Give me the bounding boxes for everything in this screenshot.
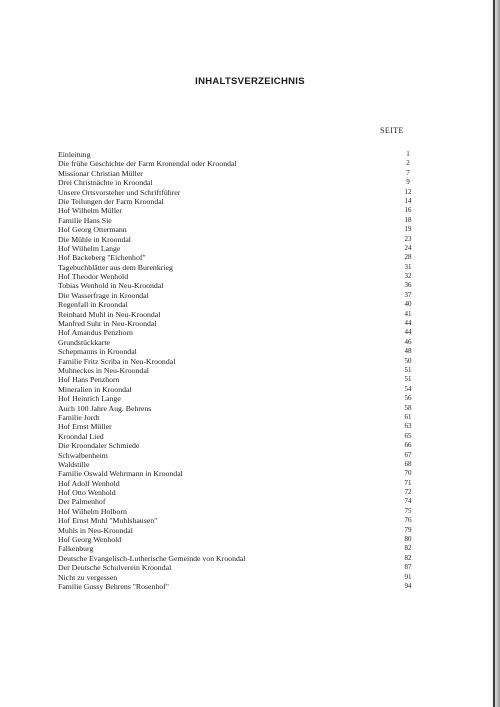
toc-entry-page: 51: [404, 375, 412, 384]
toc-entry-title: Hof Georg Wenhold: [58, 535, 122, 545]
page-edge-shadow: [490, 0, 500, 707]
toc-entry-page: 48: [404, 347, 412, 356]
toc-entry: [58, 526, 418, 535]
toc-entry: [58, 544, 418, 553]
toc-entry-title: Hof Georg Ottermann: [58, 225, 127, 235]
toc-entry-page: 28: [404, 253, 412, 262]
toc-entry-page: 67: [404, 450, 412, 459]
toc-entry-title: Unsere Ortsvorsteher und Schriftführer: [58, 187, 181, 197]
toc-entry: [58, 159, 418, 168]
toc-entry-title: Familie Jordt: [58, 412, 100, 422]
toc-entry-page: 19: [404, 225, 412, 234]
page-title: INHALTSVERZEICHNIS: [195, 76, 305, 87]
toc-entry-title: Auch 100 Jahre Aug. Behrens: [58, 403, 152, 413]
toc-entry-title: Der Deutsche Schulverein Kroondal: [58, 563, 172, 573]
toc-entry-page: 51: [404, 365, 412, 374]
page-column-header: SEITE: [380, 126, 404, 135]
toc-entry-page: 7: [406, 168, 410, 177]
toc-entry: [58, 563, 418, 572]
toc-entry: [58, 347, 418, 356]
toc-entry-title: Hof Amandus Penzhorn: [58, 328, 133, 338]
toc-entry-page: 23: [404, 234, 412, 243]
toc-entry-page: 94: [404, 581, 412, 590]
toc-entry: [58, 366, 418, 375]
toc-entry: [58, 460, 418, 469]
toc-entry: [58, 441, 418, 450]
toc-entry: [58, 573, 418, 582]
toc-entry-page: 87: [404, 563, 412, 572]
toc-entry: [58, 432, 418, 441]
toc-entry-page: 54: [404, 384, 412, 393]
toc-entry-title: Hof Otto Wenhold: [58, 488, 116, 498]
toc-entry-page: 72: [404, 488, 412, 497]
toc-entry-page: 37: [404, 290, 412, 299]
toc-entry: [58, 328, 418, 337]
toc-entry-page: 61: [404, 412, 412, 421]
toc-entry-title: Hof Wilhelm Müller: [58, 206, 123, 216]
toc-entry-title: Nicht zu vergessen: [58, 572, 118, 582]
toc-entry-page: 71: [404, 478, 412, 487]
toc-entry-title: Grundstückkarte: [58, 337, 110, 347]
toc-entry-title: Manfred Suhr in Neu-Kroondal: [58, 319, 157, 329]
toc-entry-title: Familie Oswald Wehrmann in Kroondal: [58, 469, 183, 479]
toc-entry: [58, 385, 418, 394]
toc-entry-title: Reinhard Muhl in Neu-Kroondal: [58, 309, 161, 319]
toc-entry-page: 1: [406, 150, 410, 158]
toc-entry: [58, 497, 418, 506]
toc-entry-page: 74: [404, 497, 412, 506]
toc-entry: [58, 375, 418, 384]
toc-entry: [58, 422, 418, 431]
toc-entry-title: Die Wasserfrage in Kroondal: [58, 290, 149, 300]
toc-entry-title: Muhls in Neu-Kroondal: [58, 525, 133, 535]
toc-entry-page: 2: [406, 159, 410, 168]
toc-entry: [58, 404, 418, 413]
toc-entry: [58, 150, 418, 159]
toc-entry: [58, 516, 418, 525]
toc-entry: [58, 413, 418, 422]
toc-entry-title: Hof Backeberg "Eichenhof": [58, 253, 146, 263]
toc-entry-page: 24: [404, 243, 412, 252]
toc-entry-title: Hof Theodor Wenhold: [58, 272, 129, 282]
toc-entry-page: 68: [404, 459, 412, 468]
toc-entry-title: Hof Ernst Muhl "Muhlshausen": [58, 516, 158, 526]
toc-entry: [58, 488, 418, 497]
toc-entry-page: 12: [404, 187, 412, 196]
toc-entry-title: Hof Adolf Wenhold: [58, 478, 120, 488]
toc-entry-page: 70: [404, 469, 412, 478]
toc-entry-page: 66: [404, 441, 412, 450]
toc-entry: [58, 197, 418, 206]
toc-entry-title: Hof Wilhelm Lange: [58, 243, 121, 253]
toc-entry-page: 18: [404, 215, 412, 224]
toc-entry-page: 79: [404, 525, 412, 534]
toc-entry-title: Muhneckes in Neu-Kroondal: [58, 365, 149, 375]
toc-entry-page: 46: [404, 337, 412, 346]
toc-entry-title: Missionar Christian Müller: [58, 168, 143, 178]
toc-entry-page: 9: [406, 178, 410, 187]
toc-entry: [58, 281, 418, 290]
toc-entry-title: Familie Fritz Scriba in Neu-Kroondal: [58, 356, 176, 366]
toc-entry: [58, 554, 418, 563]
toc-entry-page: 76: [404, 516, 412, 525]
toc-entry-page: 75: [404, 506, 412, 515]
toc-entry: [58, 291, 418, 300]
toc-entry-page: 36: [404, 281, 412, 290]
toc-entry-page: 14: [404, 196, 412, 205]
toc-entry-title: Die Teilungen der Farm Kroondal: [58, 196, 164, 206]
toc-entry: [58, 535, 418, 544]
toc-entry: [58, 394, 418, 403]
toc-entry-title: Hof Wilhelm Holborn: [58, 506, 127, 516]
toc-entry: [58, 235, 418, 244]
toc-entry: [58, 169, 418, 178]
toc-entry: [58, 272, 418, 281]
toc-entry-page: 44: [404, 319, 412, 328]
toc-entry: [58, 206, 418, 215]
toc-entry-title: Schepmanns in Kroondal: [58, 347, 137, 357]
toc-entry-page: 16: [404, 206, 412, 215]
toc-entry: [58, 310, 418, 319]
toc-entry-title: Drei Christnächte in Kroondal: [58, 178, 153, 188]
toc-entry: [58, 479, 418, 488]
toc-entry: [58, 357, 418, 366]
toc-entry-title: Die Kroondaler Schmiede: [58, 441, 140, 451]
toc-entry-page: 44: [404, 328, 412, 337]
toc-entry-page: 58: [404, 403, 412, 412]
toc-entry-page: 80: [404, 535, 412, 544]
toc-entry-title: Familie Hans Sie: [58, 215, 112, 225]
toc-entry: [58, 188, 418, 197]
toc-entry-title: Regenfall in Kroondal: [58, 300, 128, 310]
toc-entry-title: Die frühe Geschichte der Farm Kronendal oder Kroondal: [58, 159, 237, 169]
toc-entry: [58, 263, 418, 272]
toc-entry-title: Hof Ernst Müller: [58, 422, 112, 432]
toc-entry-title: Hof Heinrich Lange: [58, 394, 121, 404]
toc-entry: [58, 451, 418, 460]
toc-entry: [58, 253, 418, 262]
toc-entry-title: Tagebuchblätter aus dem Burenkrieg: [58, 262, 173, 272]
toc-entry: [58, 216, 418, 225]
table-of-contents: [58, 150, 418, 591]
toc-entry-page: 50: [404, 356, 412, 365]
toc-entry: [58, 225, 418, 234]
toc-entry-page: 82: [404, 553, 412, 562]
toc-entry-title: Deutsche Evangelisch-Lutherische Gemeinde von Kroondal: [58, 553, 246, 563]
toc-entry-title: Falkenburg: [58, 544, 94, 554]
toc-entry-page: 31: [404, 262, 412, 271]
toc-entry: [58, 338, 418, 347]
toc-entry-title: Familie Gussy Behrens "Rosenhof": [58, 581, 169, 591]
toc-entry-title: Die Mühle in Kroondal: [58, 234, 131, 244]
toc-entry-title: Tobias Wenhold in Neu-Kroondal: [58, 281, 164, 291]
toc-entry: [58, 178, 418, 187]
toc-entry-page: 40: [404, 300, 412, 309]
toc-entry-page: 65: [404, 431, 412, 440]
toc-entry-page: 32: [404, 272, 412, 281]
toc-entry-page: 91: [404, 572, 412, 581]
toc-entry-page: 63: [404, 422, 412, 431]
toc-entry-page: 82: [404, 544, 412, 553]
toc-entry-title: Der Palmenhof: [58, 497, 106, 507]
toc-entry-title: Mineralien in Kroondal: [58, 384, 132, 394]
toc-entry-title: Waldstille: [58, 459, 90, 469]
toc-entry-page: 41: [404, 309, 412, 318]
toc-entry: [58, 300, 418, 309]
page-edge-line: [493, 0, 495, 707]
toc-entry-title: Einleitung: [58, 150, 91, 159]
toc-entry: [58, 507, 418, 516]
toc-entry: [58, 244, 418, 253]
toc-entry: [58, 319, 418, 328]
toc-entry-page: 56: [404, 394, 412, 403]
toc-entry: [58, 469, 418, 478]
toc-entry-title: Kroondal Lied: [58, 431, 104, 441]
toc-entry-title: Hof Hans Penzhorn: [58, 375, 120, 385]
toc-entry-title: Schwalbenheim: [58, 450, 108, 460]
toc-entry: [58, 582, 418, 591]
